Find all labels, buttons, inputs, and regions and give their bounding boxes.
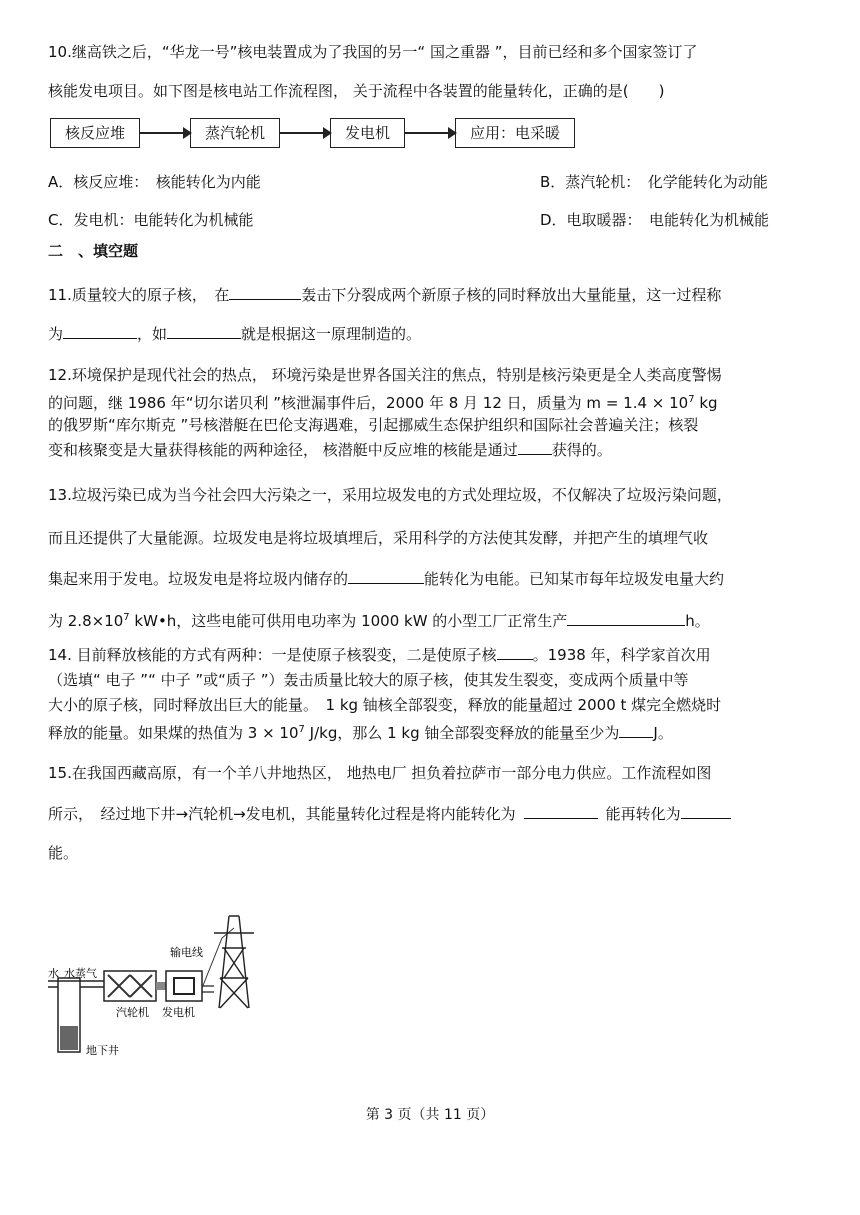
q15-line-1: 15.在我国西藏高原，有一个羊八井地热区， 地热电厂 担负着拉萨市一部分电力供应。工作流程如图	[48, 764, 712, 782]
flow-arrow-icon	[280, 132, 330, 134]
q14-blank-1[interactable]	[497, 645, 533, 660]
q14-text-4c: J。	[653, 724, 673, 742]
q10-option-a[interactable]: A．核反应堆： 核能转化为内能	[48, 173, 261, 191]
q14-text-1a: 14. 目前释放核能的方式有两种：一是使原子核裂变，二是使原子核	[48, 646, 497, 664]
q12-text-2b: kg	[694, 394, 718, 412]
section-title: 二 、填空题	[48, 242, 139, 260]
q13-line-4	[48, 607, 820, 632]
flow-step-reactor: 核反应堆	[50, 118, 140, 148]
q11-text-e: 就是根据这一原理制造的。	[241, 325, 422, 343]
q12-line-2	[48, 389, 820, 414]
q12-text-4a: 变和核聚变是大量获得核能的两种途径， 核潜艇中反应堆的核能是通过	[48, 441, 518, 459]
transmission-tower-icon	[219, 916, 249, 1008]
flow-arrow-icon	[140, 132, 190, 134]
flow-step-generator: 发电机	[330, 118, 405, 148]
generator-shape	[166, 971, 202, 1001]
q10-option-c[interactable]: C．发电机：电能转化为机械能	[48, 211, 254, 229]
q11-blank-3[interactable]	[167, 324, 241, 339]
flow-step-turbine: 蒸汽轮机	[190, 118, 280, 148]
q14-exponent: 7	[298, 724, 305, 735]
q12-blank[interactable]	[518, 440, 552, 455]
label-steam: 水蒸气	[64, 967, 97, 980]
q13-blank-1[interactable]	[348, 569, 424, 584]
q14-text-4b: J/kg，那么 1 kg 铀全部裂变释放的能量至少为	[304, 724, 620, 742]
q15-line-2	[48, 803, 820, 825]
label-well: 地下井	[86, 1044, 119, 1057]
q14-line-1	[48, 644, 820, 666]
q14-line-4	[48, 719, 820, 744]
q13-text-4b: kW•h，这些电能可供用电功率为 1000 kW 的小型工厂正常生产	[129, 612, 568, 630]
q15-blank-1[interactable]	[524, 804, 598, 819]
q10-line-1: 10.继高铁之后，“华龙一号”核电装置成为了我国的另一“ 国之重器 ”，目前已经和多个国家签订了	[48, 43, 698, 61]
q13-line-1: 13.垃圾污染已成为当今社会四大污染之一，采用垃圾发电的方式处理垃圾，不仅解决了垃圾污染问题，	[48, 486, 732, 504]
q11-line-2	[48, 323, 820, 345]
label-power-line: 输电线	[170, 946, 203, 959]
q11-text-c: 为	[48, 325, 64, 343]
q13-text-4a: 为 2.8×10	[48, 612, 124, 630]
q11-text-b: 轰击下分裂成两个新原子核的同时释放出大量能量，这一过程称	[301, 286, 722, 304]
q13-blank-2[interactable]	[567, 611, 685, 626]
q12-line-1: 12.环境保护是现代社会的热点， 环境污染是世界各国关注的焦点，特别是核污染更是全人类高度警惕	[48, 366, 722, 384]
q15-text-2b: 能再转化为	[605, 805, 681, 823]
q13-text-4c: h。	[685, 612, 710, 630]
q11-text-d: ，如	[137, 325, 168, 343]
flow-arrow-icon	[405, 132, 455, 134]
q10-option-d[interactable]: D．电取暖器： 电能转化为机械能	[540, 211, 770, 229]
flow-step-application: 应用：电采暖	[455, 118, 575, 148]
q13-line-2: 而且还提供了大量能源。垃圾发电是将垃圾填埋后，采用科学的方法使其发酵，并把产生的填埋气收	[48, 529, 709, 547]
q11-blank-2[interactable]	[63, 324, 137, 339]
q15-text-2a: 所示， 经过地下井→汽轮机→发电机，其能量转化过程是将内能转化为	[48, 805, 516, 823]
q14-line-3: 大小的原子核，同时释放出巨大的能量。 1 kg 铀核全部裂变，释放的能量超过 2000 t 煤完全燃烧时	[48, 696, 722, 714]
label-generator: 发电机	[162, 1006, 195, 1019]
q11-blank-1[interactable]	[229, 285, 301, 300]
q14-text-1b: 。1938 年，科学家首次用	[532, 646, 711, 664]
label-turbine: 汽轮机	[116, 1006, 149, 1019]
power-line	[202, 928, 234, 988]
q13-line-3	[48, 568, 820, 590]
q15-blank-2[interactable]	[681, 804, 731, 819]
q10-option-b[interactable]: B．蒸汽轮机： 化学能转化为动能	[540, 173, 768, 191]
q12-text-4b: 获得的。	[551, 441, 612, 459]
q13-text-3b: 能转化为电能。已知某市每年垃圾发电量大约	[424, 570, 725, 588]
q12-text-2a: 的问题，继 1986 年“切尔诺贝利 ”核泄漏事件后，2000 年 8 月 12 日，质量为 m = 1.4 × 10	[48, 394, 689, 412]
q11-line-1	[48, 284, 820, 306]
well-rock-fill	[60, 1026, 78, 1050]
q14-text-4a: 释放的能量。如果煤的热值为 3 × 10	[48, 724, 299, 742]
q11-text-a: 11.质量较大的原子核， 在	[48, 286, 230, 304]
q15-line-3: 能。	[48, 844, 79, 862]
nuclear-flow-chart	[50, 117, 575, 149]
q12-exponent: 7	[688, 394, 695, 405]
q10-line-2: 核能发电项目。如下图是核电站工作流程图， 关于流程中各装置的能量转化，正确的是( )	[48, 82, 665, 100]
page-footer: 第 3 页（共 11 页）	[365, 1107, 495, 1123]
label-water: 水	[48, 967, 59, 980]
geothermal-plant-diagram	[44, 908, 259, 1058]
q14-blank-2[interactable]	[619, 723, 653, 738]
q13-text-3a: 集起来用于发电。垃圾发电是将垃圾内储存的	[48, 570, 349, 588]
q12-line-4	[48, 439, 820, 461]
q13-exponent: 7	[123, 612, 130, 623]
q14-line-2: （选填“ 电子 ”“ 中子 ”或“质子 ”）轰击质量比较大的原子核，使其发生裂变，变成两个质量中等	[48, 671, 689, 689]
q12-line-3: 的俄罗斯“库尔斯克 ”号核潜艇在巴伦支海遇难，引起挪威生态保护组织和国际社会普遍关注；核裂	[48, 416, 699, 434]
